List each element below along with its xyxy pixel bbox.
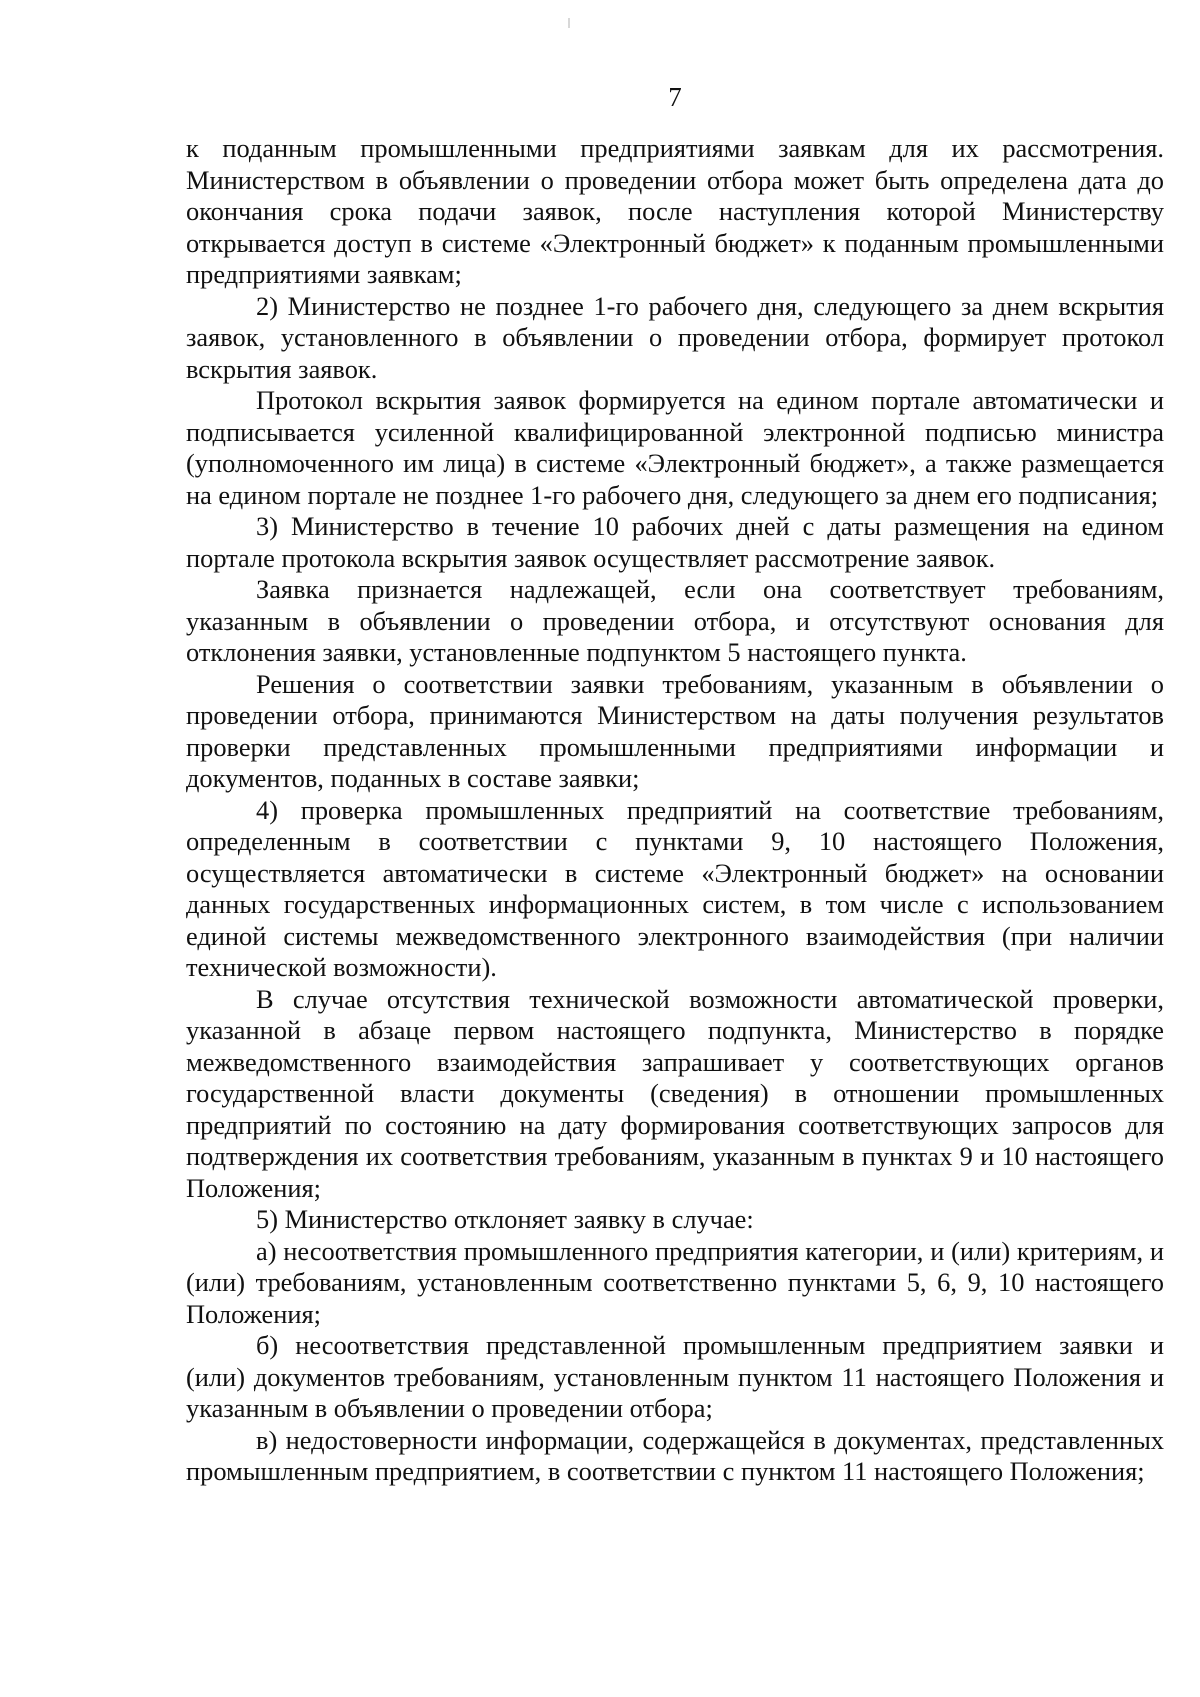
page-number: 7 [668, 82, 682, 112]
paragraph: 2) Министерство не позднее 1-го рабочего дня, следующего за днем вскрытия заявок, установленного в объявлении о проведении отбора, формирует протокол вскрытия заявок. [186, 290, 1164, 384]
paragraph: б) несоответствия представленной промышленным предприятием заявки и (или) документов требованиям, установленным пунктом 11 настоящего Положения и указанным в объявлении о проведении отбора; [186, 1330, 1164, 1423]
scan-artifact [568, 18, 570, 28]
paragraph: в) недостоверности информации, содержащейся в документах, представленных промышленным предприятием, в соответствии с пунктом 11 настоящего Положения; [186, 1424, 1164, 1486]
paragraph: Заявка признается надлежащей, если она соответствует требованиям, указанным в объявлении о проведении отбора, и отсутствуют основания для отклонения заявки, установленные подпунктом 5 настоящего пункта. [186, 574, 1164, 667]
paragraph: Решения о соответствии заявки требованиям, указанным в объявлении о проведении отбора, принимаются Министерством на даты получения результатов проверки представленных промышленными предприятиями информации и документов, поданных в составе заявки; [186, 668, 1164, 793]
paragraph: а) несоответствия промышленного предприятия категории, и (или) критериям, и (или) требованиям, установленным соответственно пунктами 5, 6, 9, 10 настоящего Положения; [186, 1235, 1164, 1329]
paragraph: 3) Министерство в течение 10 рабочих дней с даты размещения на едином портале протокола вскрытия заявок осуществляет рассмотрение заявок. [186, 511, 1164, 573]
paragraph: В случае отсутствия технической возможности автоматической проверки, указанной в абзаце первом настоящего подпункта, Министерство в порядке межведомственного взаимодействия запрашивает у соответствующих органов государственной власти документы (сведения) в отношении промышленных предприятий по состоянию на дату формирования соответствующих запросов для подтверждения их соответствия требованиям, указанным в пунктах 9 и 10 настоящего Положения; [186, 983, 1164, 1203]
document-body [186, 133, 1164, 1488]
paragraph: к поданным промышленными предприятиями заявкам для их рассмотрения. Министерством в объявлении о проведении отбора может быть определена дата до окончания срока подачи заявок, после наступления которой Министерству открывается доступ в системе «Электронный бюджет» к поданным промышленными предприятиями заявкам; [186, 133, 1164, 289]
paragraph: 5) Министерство отклоняет заявку в случае: [256, 1204, 754, 1234]
paragraph: 4) проверка промышленных предприятий на соответствие требованиям, определенным в соответствии с пунктами 9, 10 настоящего Положения, осуществляется автоматически в системе «Электронный бюджет» на основании данных государственных информационных систем, в том числе с использованием единой системы межведомственного электронного взаимодействия (при наличии технической возможности). [186, 794, 1164, 982]
paragraph: Протокол вскрытия заявок формируется на едином портале автоматически и подписывается усиленной квалифицированной электронной подписью министра (уполномоченного им лица) в системе «Электронный бюджет», а также размещается на едином портале не позднее 1-го рабочего дня, следующего за днем его подписания; [186, 385, 1164, 510]
